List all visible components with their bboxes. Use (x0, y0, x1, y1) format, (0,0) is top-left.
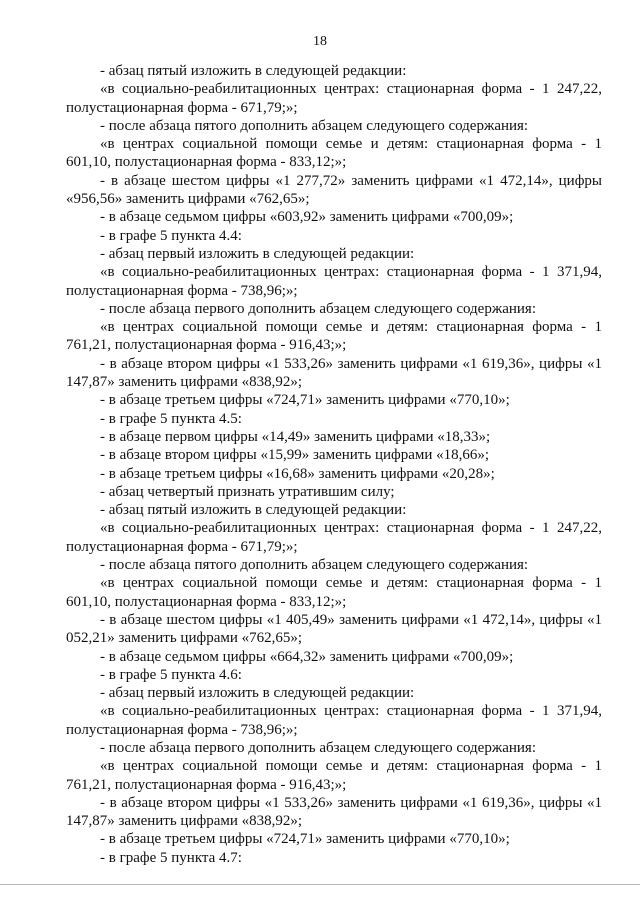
paragraph: - в графе 5 пункта 4.5: (100, 410, 242, 427)
paragraph: - в абзаце третьем цифры «724,71» заменить цифрами «770,10»; (100, 831, 510, 848)
paragraph: - после абзаца первого дополнить абзацем следующего содержания: (100, 739, 536, 756)
paragraph: - в абзаце втором цифры «1 533,26» заменить цифрами «1 619,36», цифры «1 147,87» заменить цифрами «838,92»; (66, 794, 602, 830)
paragraph: - после абзаца пятого дополнить абзацем следующего содержания: (100, 557, 529, 574)
paragraph: - в абзаце шестом цифры «1 405,49» заменить цифрами «1 472,14», цифры «1 052,21» заменить цифрами «762,65»; (66, 611, 602, 647)
paragraph: - абзац первый изложить в следующей редакции: (100, 685, 415, 702)
paragraph: - в абзаце седьмом цифры «664,32» заменить цифрами «700,09»; (100, 648, 514, 665)
paragraph: - в абзаце втором цифры «15,99» заменить цифрами «18,66»; (100, 447, 490, 464)
paragraph: - абзац пятый изложить в следующей редакции: (100, 502, 407, 519)
paragraph: - в графе 5 пункта 4.7: (100, 849, 242, 866)
paragraph: - в графе 5 пункта 4.4: (100, 227, 242, 244)
paragraph: - в абзаце третьем цифры «724,71» заменить цифрами «770,10»; (100, 392, 510, 409)
paragraph: - абзац пятый изложить в следующей редакции: (100, 63, 407, 79)
paragraph: - в абзаце втором цифры «1 533,26» заменить цифрами «1 619,36», цифры «1 147,87» заменить цифрами «838,92»; (66, 355, 602, 391)
paragraph: - в абзаце шестом цифры «1 277,72» заменить цифрами «1 472,14», цифры «956,56» заменить цифрами «762,65»; (66, 172, 602, 208)
paragraph: «в центрах социальной помощи семье и детям: стационарная форма - 1 761,21, полустационарная форма - 916,43;»; (66, 758, 602, 793)
paragraph: - в абзаце третьем цифры «16,68» заменить цифрами «20,28»; (100, 465, 495, 482)
scan-edge-divider (0, 884, 640, 885)
paragraph: «в социально-реабилитационных центрах: стационарная форма - 1 371,94, полустационарная форма - 738,96;»; (66, 703, 602, 738)
paragraph: - после абзаца пятого дополнить абзацем следующего содержания: (100, 117, 529, 134)
paragraph: - в абзаце седьмом цифры «603,92» заменить цифрами «700,09»; (100, 209, 514, 226)
paragraph: «в социально-реабилитационных центрах: стационарная форма - 1 247,22, полустационарная форма - 671,79;»; (66, 81, 602, 116)
paragraph: «в социально-реабилитационных центрах: стационарная форма - 1 247,22, полустационарная форма - 671,79;»; (66, 520, 602, 555)
paragraph: - в абзаце первом цифры «14,49» заменить цифрами «18,33»; (100, 428, 491, 445)
paragraph: - после абзаца первого дополнить абзацем следующего содержания: (100, 300, 536, 317)
paragraph: «в центрах социальной помощи семье и детям: стационарная форма - 1 761,21, полустационарная форма - 916,43;»; (66, 319, 602, 354)
paragraph: «в центрах социальной помощи семье и детям: стационарная форма - 1 601,10, полустационарная форма - 833,12;»; (66, 575, 602, 610)
paragraph: - абзац четвертый признать утратившим силу; (100, 483, 395, 500)
document-body (66, 62, 602, 867)
paragraph: «в центрах социальной помощи семье и детям: стационарная форма - 1 601,10, полустационарная форма - 833,12;»; (66, 136, 602, 171)
page-number: 18 (313, 34, 327, 49)
paragraph: - абзац первый изложить в следующей редакции: (100, 245, 415, 262)
paragraph: «в социально-реабилитационных центрах: стационарная форма - 1 371,94, полустационарная форма - 738,96;»; (66, 264, 602, 299)
paragraph: - в графе 5 пункта 4.6: (100, 666, 242, 683)
